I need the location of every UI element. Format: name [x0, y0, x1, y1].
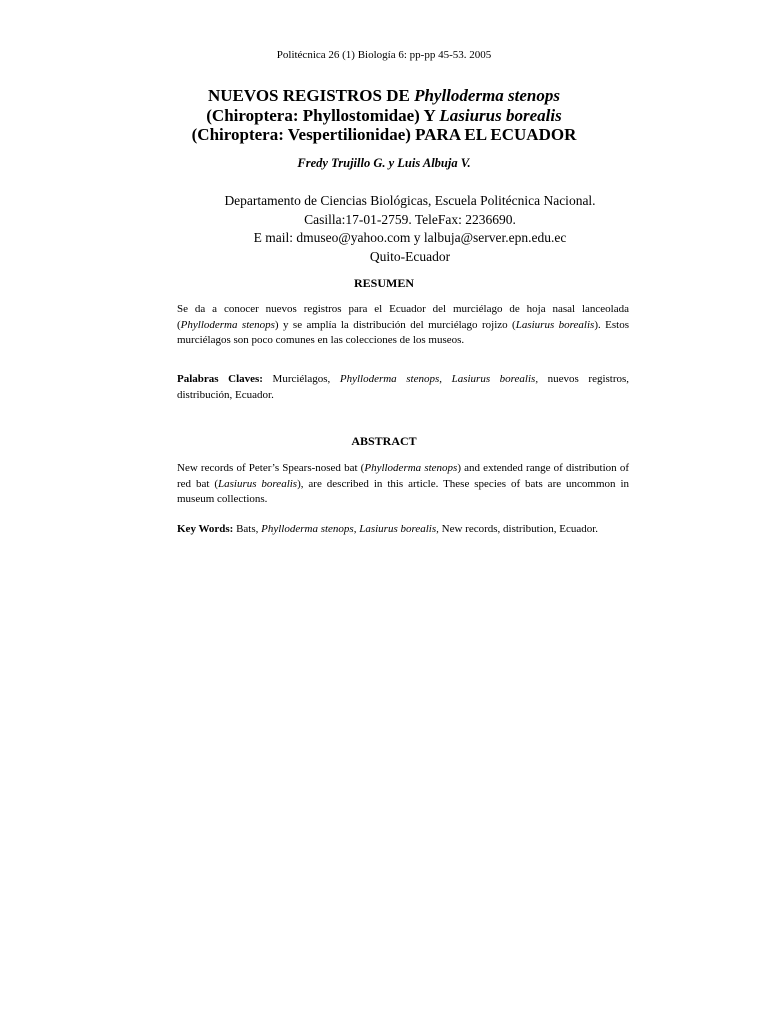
abstract-heading: ABSTRACT: [351, 434, 417, 448]
title-species: Lasiurus borealis: [439, 105, 562, 125]
paper-title: [140, 86, 628, 145]
authors: Fredy Trujillo G. y Luis Albuja V.: [297, 156, 471, 170]
affiliation-line: Departamento de Ciencias Biológicas, Escuela Politécnica Nacional.: [224, 193, 596, 208]
title-line-3: (Chiroptera: Vespertilionidae) PARA EL ECUADOR: [191, 125, 577, 144]
species-name: Phylloderma stenops: [339, 373, 440, 385]
text: Bats,: [233, 523, 262, 535]
keywords-label: Palabras Claves:: [177, 373, 263, 385]
abstract-paragraph: [177, 461, 629, 508]
text: ). Estos murciélagos son poco comunes en las colecciones de los museos.: [177, 318, 629, 346]
species-name: Lasiurus borealis: [515, 318, 595, 331]
species-name: Phylloderma stenops: [261, 523, 354, 535]
affiliation: [190, 192, 630, 266]
palabras-claves: [177, 372, 629, 403]
species-name: Lasiurus borealis,: [359, 523, 439, 535]
text: New records of Peter’s Spears-nosed bat (: [177, 462, 365, 474]
text: Se da a conocer nuevos registros para el Ecuador del murciélago de hoja nasal lanceolada (: [177, 303, 629, 331]
text: New records, distribution, Ecuador.: [438, 523, 599, 535]
species-name: Lasiurus borealis: [218, 477, 298, 490]
title-line-1: [140, 86, 628, 106]
key-words: [177, 522, 629, 538]
species-name: Phylloderma stenops: [364, 462, 458, 474]
affiliation-line: Quito-Ecuador: [369, 248, 451, 264]
species-name: Lasiurus borealis,: [451, 373, 539, 385]
title-line-2: [140, 106, 628, 126]
text: nuevos registros, distribución, Ecuador.: [177, 373, 630, 401]
title-text: (Chiroptera: Phyllostomidae) Y: [206, 105, 440, 125]
resumen-heading: RESUMEN: [353, 276, 414, 290]
text: ), are described in this article. These species of bats are uncommon in museum collections.: [177, 477, 630, 505]
species-name: Phylloderma stenops: [180, 318, 275, 331]
title-text: NUEVOS REGISTROS DE: [208, 86, 415, 105]
journal-citation: Politécnica 26 (1) Biología 6: pp-pp 45-53. 2005: [276, 49, 492, 61]
text: Murciélagos,: [262, 373, 340, 385]
affiliation-line: Casilla:17-01-2759. TeleFax: 2236690.: [304, 211, 516, 227]
text: ,: [353, 523, 360, 535]
text: ,: [439, 373, 452, 385]
title-species: Phylloderma stenops: [414, 86, 560, 105]
keywords-label: Key Words:: [177, 523, 234, 535]
resumen-paragraph: [177, 302, 629, 349]
text: ) y se amplía la distribución del murciélago rojizo (: [274, 318, 516, 331]
text: ) and extended range of distribution of red bat (: [177, 462, 629, 490]
affiliation-line: E mail: dmuseo@yahoo.com y lalbuja@server.epn.edu.ec: [253, 230, 567, 245]
